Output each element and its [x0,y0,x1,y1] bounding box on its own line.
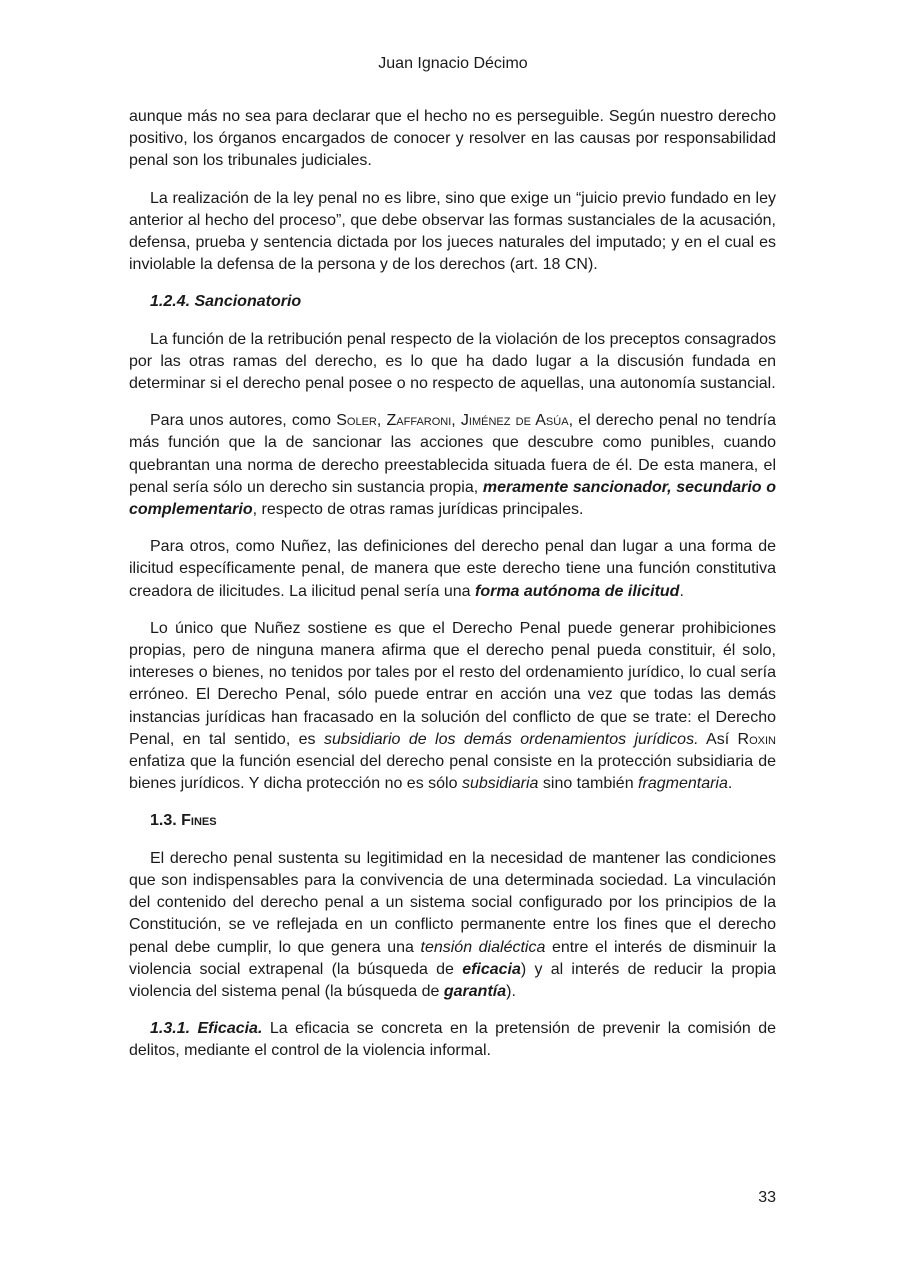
section-heading-fines: 1.3. Fines [150,812,217,830]
emphasis-text: eficacia [462,960,521,978]
section-heading-sancionatorio: 1.2.4. Sancionatorio [150,293,302,311]
paragraph-continuation: aunque más no sea para declarar que el hecho no es perseguible. Según nuestro derecho positivo, los órganos encargados de conocer y resolver en las causas por responsabilidad penal son los tribunales judiciales. [129,108,776,170]
emphasis-text: meramente sancionador, secundario o complementario [129,478,776,519]
author-name: Roxin [737,730,776,748]
paragraph-eficacia: 1.3.1. Eficacia. La eficacia se concreta en la pretensión de prevenir la comisión de delitos, mediante el control de la violencia informal. [129,1020,777,1060]
paragraph-subsidiario: Lo único que Nuñez sostiene es que el Derecho Penal puede generar prohibiciones propias, pero de ninguna manera afirma que el derecho penal pueda constituir, él solo, intereses o bienes, no tenidos por tales por el resto del ordenamiento jurídico, lo cual sería erróneo. El Derecho Penal, sólo puede entrar en acción una vez que todas las demás instancias jurídicas han fracasado en la solución del conflicto de que se trate: el Derecho Penal, en tal sentido, es subsidiario de los demás ordenamientos jurídicos. Así Roxin enfatiza que la función esencial del derecho penal consiste en la protección subsidiaria de bienes jurídicos. Y dicha protección no es sólo subsidiaria sino también fragmentaria. [129,619,776,793]
page-number: 33 [758,1189,776,1206]
page-body [129,106,776,1078]
subsection-heading-eficacia: 1.3.1. Eficacia. [150,1020,263,1038]
italic-text: tensión dialéctica [420,938,546,956]
emphasis-text: forma autónoma de ilicitud [474,582,680,600]
italic-text: fragmentaria [638,775,728,793]
author-name: Zaffaroni [386,412,452,430]
paragraph-juicio-previo: La realización de la ley penal no es libre, sino que exige un “juicio previo fundado en ley anterior al hecho del proceso”, que debe observar las formas sustanciales de la acusación, defensa, prueba y sentencia dictada por los jueces naturales del imputado; y en el cual es inviolable la defensa de la persona y de los derechos (art. 18 CN). [129,189,776,274]
emphasis-text: garantía [443,982,507,1000]
running-head: Juan Ignacio Décimo [378,55,528,72]
paragraph-legitimidad: El derecho penal sustenta su legitimidad en la necesidad de mantener las condiciones que son indispensables para la convivencia de una determinada sociedad. La vinculación del contenido del derecho penal a un sistema social configurado por los principios de la Constitución, se ve reflejada en un conflicto permanente entre los fines que el derecho penal debe cumplir, lo que genera una tensión dialéctica entre el interés de disminuir la violencia social extrapenal (la búsqueda de eficacia) y al interés de reducir la propia violencia del sistema penal (la búsqueda de garantía). [129,849,777,1000]
paragraph-autores-sancionador: Para unos autores, como Soler, Zaffaroni, Jiménez de Asúa, el derecho penal no tendría más función que la de sancionar las acciones que descubre como punibles, cuando quebrantan una norma de derecho preestablecida situada fuera de él. De esta manera, el penal sería sólo un derecho sin sustancia propia, meramente sancionador, secundario o complementario, respecto de otras ramas jurídicas principales. [129,412,777,519]
paragraph-autonomia: La función de la retribución penal respecto de la violación de los preceptos consagrados por las otras ramas del derecho, es lo que ha dado lugar a la discusión fundada en determinar si el derecho penal posee o no respecto de aquellas, una autonomía sustancial. [129,330,776,393]
italic-text: subsidiaria [461,775,539,793]
author-name: Jiménez de Asúa [460,412,569,430]
paragraph-nunez-ilicitud: Para otros, como Nuñez, las definiciones del derecho penal dan lugar a una forma de ilicitud específicamente penal, de manera que este derecho tiene una función constitutiva creadora de ilicitudes. La ilicitud penal sería una forma autónoma de ilicitud. [129,538,776,600]
author-name: Soler [336,412,377,430]
italic-text: subsidiario de los demás ordenamientos jurídicos. [323,730,699,748]
